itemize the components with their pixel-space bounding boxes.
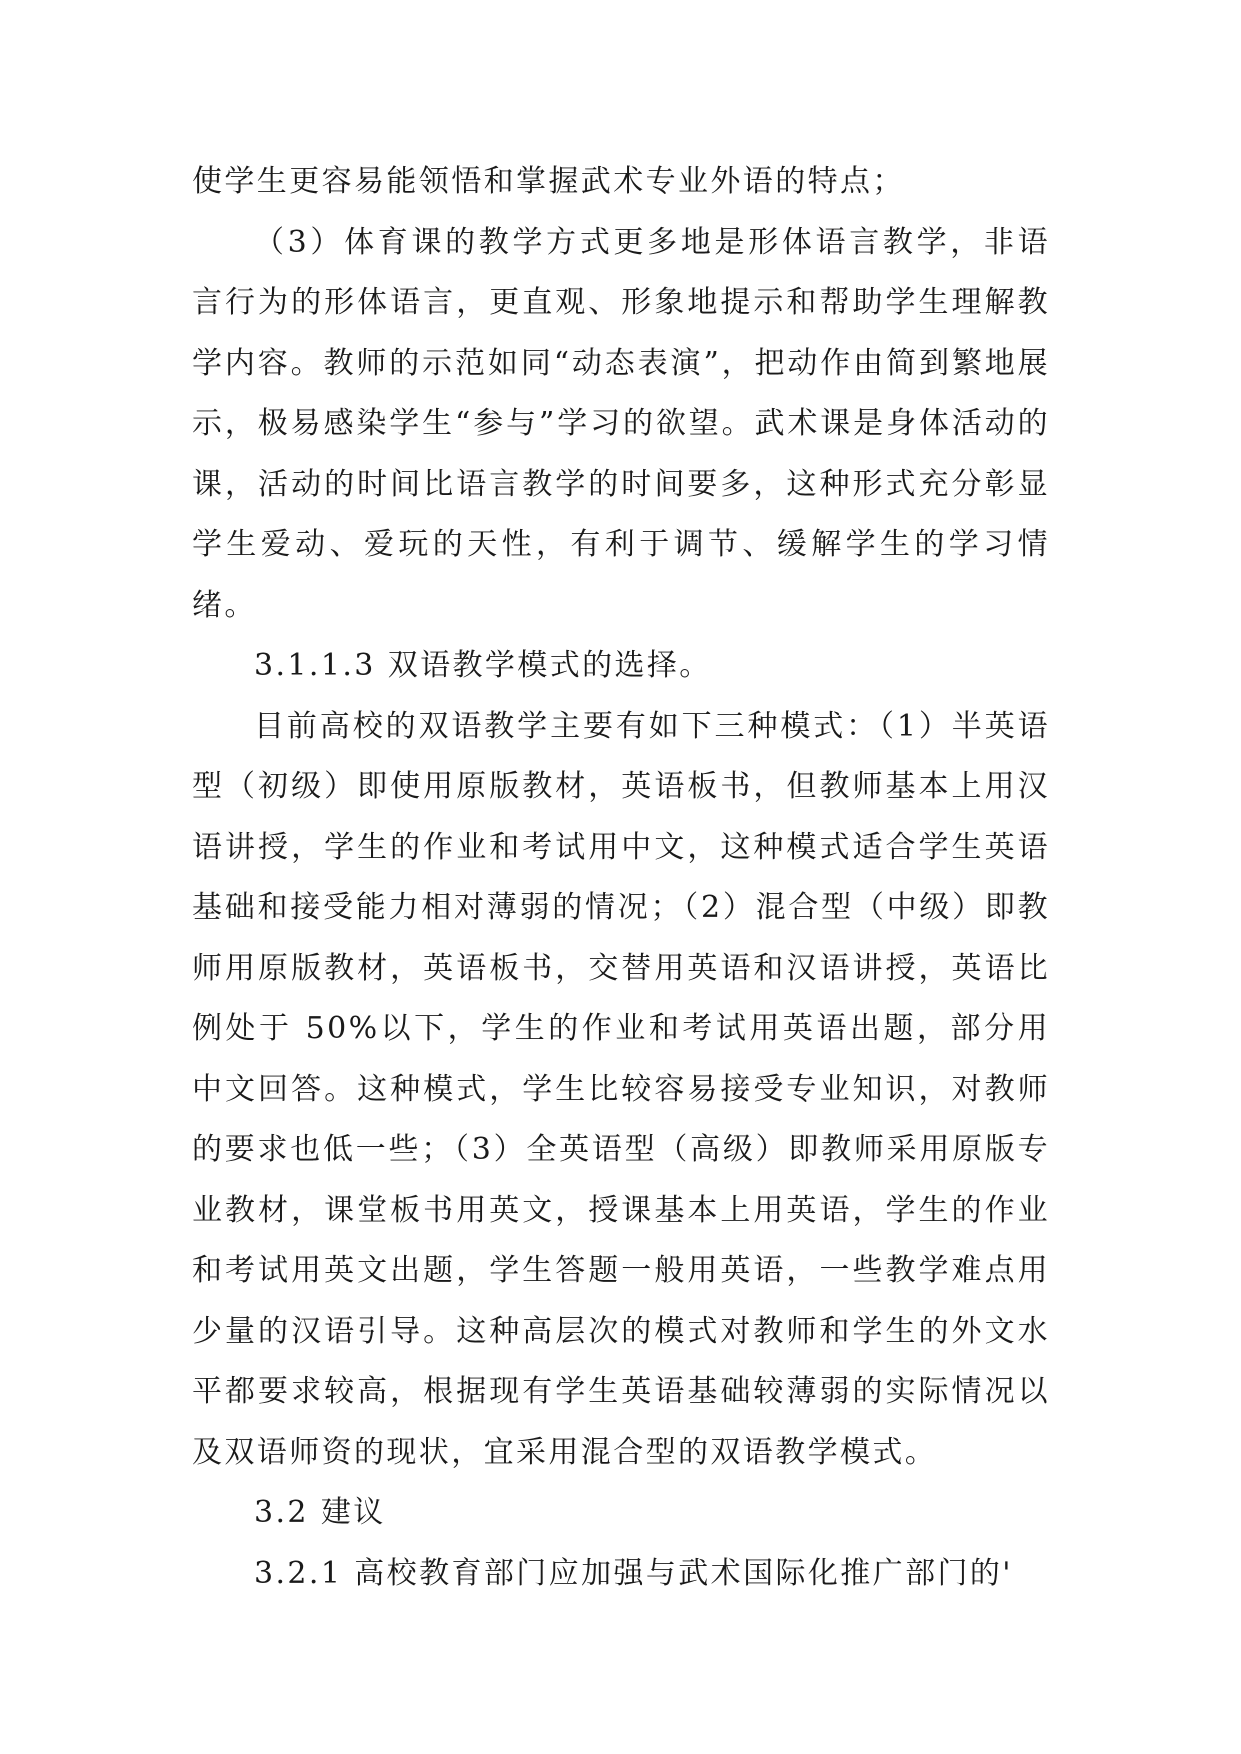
- paragraph-3-2-1: 3.2.1 高校教育部门应加强与武术国际化推广部门的': [254, 1555, 1013, 1591]
- section-heading-3-2: 3.2 建议: [254, 1495, 386, 1530]
- paragraph-point-3: （3）体育课的教学方式更多地是形体语言教学，非语言行为的形体语言，更直观、形象地提示和帮助学生理解教学内容。教师的示范如同“动态表演”，把动作由简到繁地展示，极易感染学生“参与”学习的欲望。武术课是身体活动的课，活动的时间比语言教学的时间要多，这种形式充分彰显学生爱动、爱玩的天性，有利于调节、缓解学生的学习情绪。: [192, 224, 1050, 623]
- paragraph-continuation: 使学生更容易能领悟和掌握武术专业外语的特点；: [192, 164, 905, 199]
- paragraph-teaching-modes: 目前高校的双语教学主要有如下三种模式：（1）半英语型（初级）即使用原版教材，英语板书，但教师基本上用汉语讲授，学生的作业和考试用中文，这种模式适合学生英语基础和接受能力相对薄弱的情况；（2）混合型（中级）即教师用原版教材，英语板书，交替用英语和汉语讲授，英语比例处于 50%以下，学生的作业和考试用英语出题，部分用中文回答。这种模式，学生比较容易接受专业知识，对教师的要求也低一些；（3）全英语型（高级）即教师采用原版专业教材，课堂板书用英文，授课基本上用英语，学生的作业和考试用英文出题，学生答题一般用英语，一些教学难点用少量的汉语引导。这种高层次的模式对教师和学生的外文水平都要求较高，根据现有学生英语基础较薄弱的实际情况以及双语师资的现状，宜采用混合型的双语教学模式。: [192, 708, 1050, 1470]
- body-text: [192, 152, 1050, 1604]
- section-heading-3-1-1-3: 3.1.1.3 双语教学模式的选择。: [254, 648, 712, 683]
